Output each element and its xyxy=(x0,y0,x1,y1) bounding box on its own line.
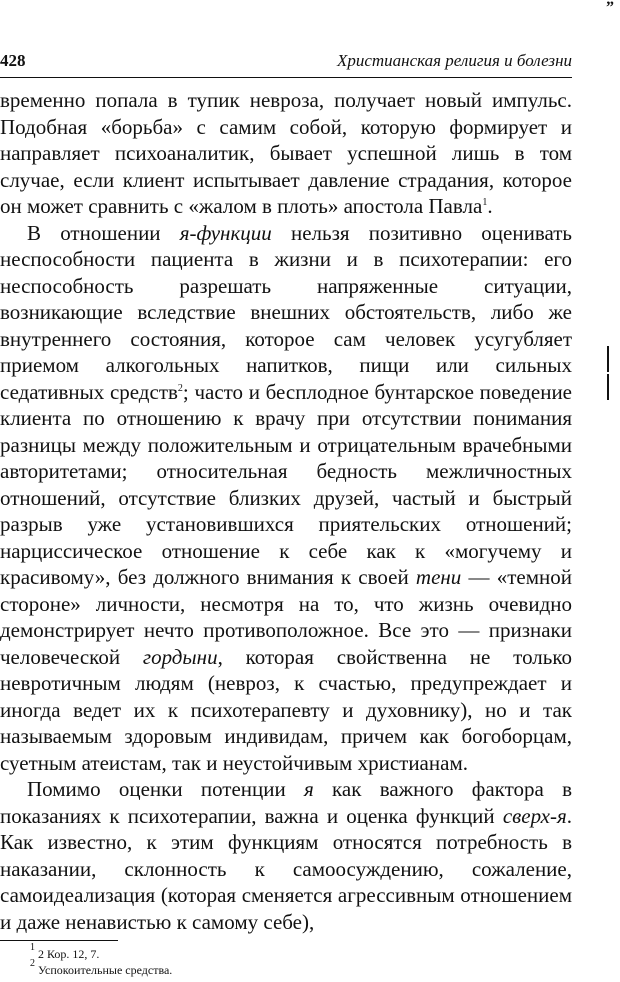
footnote-marker: 1 xyxy=(30,942,35,953)
footnote xyxy=(30,958,173,978)
paragraph xyxy=(0,776,572,935)
text-run: . xyxy=(487,194,493,218)
corner-mark: ” xyxy=(606,0,614,16)
running-title: Христианская религия и болезни xyxy=(336,51,572,70)
page-header xyxy=(0,38,572,74)
text-run: — «темной стороне» личности, несмотря на то, что жизнь очевидно демонстрирует нечто противоположное. Все это — признаки человеческой xyxy=(0,565,572,669)
text-run: как важного фактора в показаниях к психотерапии, важна и оценка функций xyxy=(0,777,573,828)
footnote-text: 2 Кор. 12, 7. xyxy=(38,947,100,961)
footnote-ref: 1 xyxy=(482,197,488,208)
paragraph xyxy=(0,220,572,777)
footnote-rule xyxy=(0,940,118,941)
text-run: , которая свойственна не только невротичным людям (невроз, к счастью, предупреждает и иногда ведет их к психотерапевту и духовнику), но и так называемым здоровым индивидам, причем как богоборцам, суетным атеистам, так и неустойчивым христианам. xyxy=(0,644,572,775)
header-rule xyxy=(0,77,572,78)
footnote xyxy=(30,942,172,962)
text-run: временно попала в тупик невроза, получает новый импульс. Подобная «борьба» с самим собой, которую формирует и направляет психоаналитик, бывает успешной лишь в том случае, если клиент испытывает давление страдания, которое он может сравнить с «жалом в плоть» апостола Павла xyxy=(0,88,572,218)
text-run: нельзя позитивно оценивать неспособности пациента в жизни и в психотерапии: его неспособность разрешать напряженные ситуации, возникающие вследствие внешних обстоятельств, либо же внутреннего состояния, которое сам человек усугубляет приемом алкогольных напитков, пищи или сильных седативных средств xyxy=(0,220,572,404)
text-run: . Как известно, к этим функциям относятся потребность в наказании, склонность к самоосуждению, сожаление, самоидеализация (которая сменяется агрессивным отношением и даже ненавистью к самому себе), xyxy=(0,803,572,934)
body-text xyxy=(0,87,572,935)
text-run: ; часто и бесплодное бунтарское поведение клиента по отношению к врачу при отсутствии понимания разницы между положительным и отрицательным врачебными авторитетами; относительная бедность межличностных отношений, отсутствие близких друзей, частый и быстрый разрыв уже установившихся приятельских отношений; нарциссическое отношение к себе как к «могучему и красивому», без должного внимания к своей xyxy=(0,379,572,589)
emphasis-text: сверх-я xyxy=(502,803,567,828)
footnotes xyxy=(30,942,173,978)
footnote-marker: 2 xyxy=(30,958,35,969)
page-number: 428 xyxy=(0,51,26,70)
change-bar xyxy=(607,346,609,372)
emphasis-text: тени xyxy=(415,565,462,589)
emphasis-text: я-функции xyxy=(179,220,272,245)
text-run: В отношении xyxy=(27,220,180,245)
text-run: Помимо оценки потенции xyxy=(27,777,305,801)
footnote-text: Успокоительные средства. xyxy=(38,963,173,977)
change-bar xyxy=(607,374,609,400)
footnote-ref: 2 xyxy=(177,382,183,394)
emphasis-text: я xyxy=(304,777,314,801)
emphasis-text: гордыни xyxy=(142,644,218,669)
paragraph xyxy=(0,87,572,220)
